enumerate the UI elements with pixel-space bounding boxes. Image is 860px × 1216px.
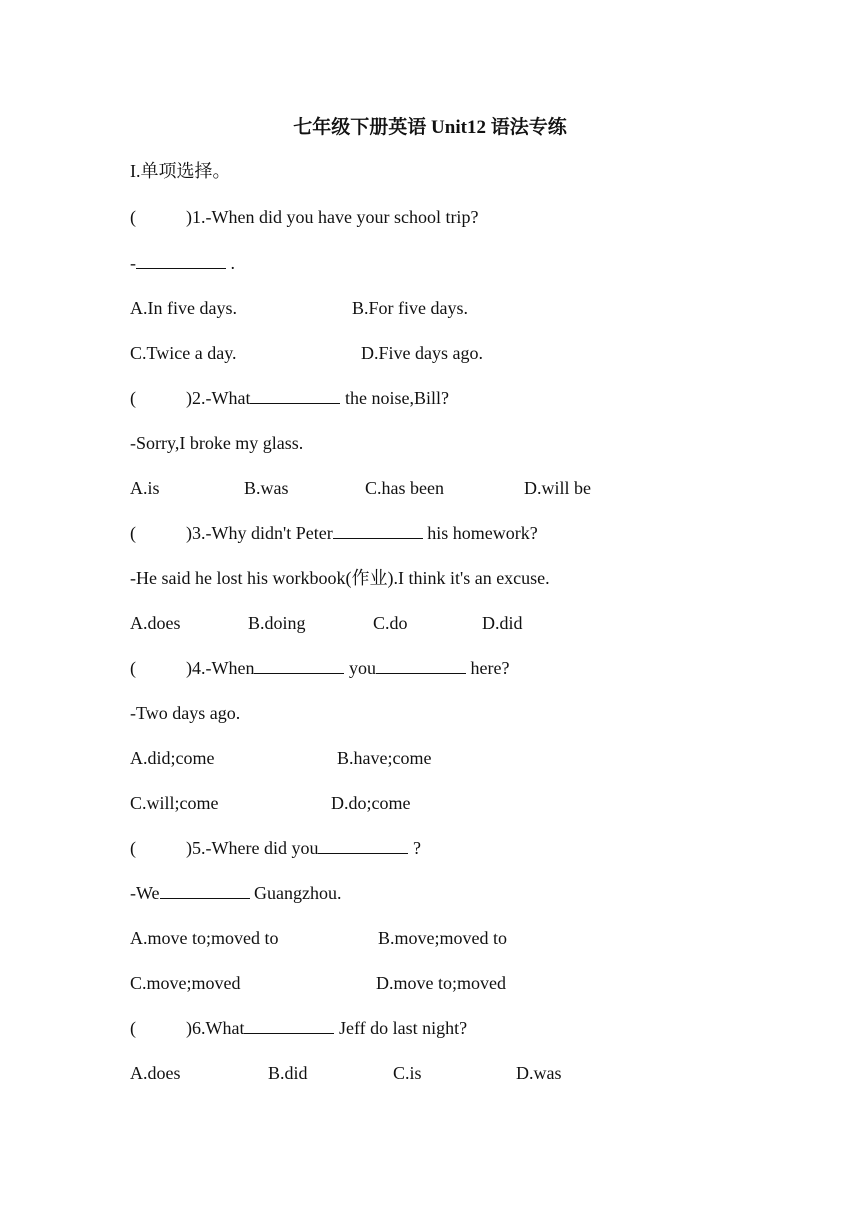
option-c: C.has been <box>365 478 444 498</box>
reply-text-end: Guangzhou. <box>249 883 342 903</box>
question-3 <box>130 520 538 546</box>
answer-paren-open: ( <box>130 388 136 408</box>
reply-2: -Sorry,I broke my glass. <box>130 433 304 453</box>
answer-paren-open: ( <box>130 1018 136 1038</box>
dash: - <box>130 253 136 273</box>
section-heading: I.单项选择。 <box>130 161 231 181</box>
fill-blank <box>136 250 226 269</box>
question-text: 4.-When <box>192 658 255 678</box>
fill-blank <box>376 655 466 674</box>
option-a: A.does <box>130 613 181 633</box>
question-text-mid: you <box>344 658 376 678</box>
option-c: C.is <box>393 1063 422 1083</box>
option-b: B.doing <box>248 613 306 633</box>
option-b: B.have;come <box>337 748 432 768</box>
question-text: 6.What <box>192 1018 245 1038</box>
question-2 <box>130 385 449 411</box>
question-text-end: his homework? <box>422 523 538 543</box>
option-a: A.In five days. <box>130 298 237 318</box>
fill-blank <box>333 520 423 539</box>
option-d: D.will be <box>524 478 591 498</box>
option-a: A.move to;moved to <box>130 928 279 948</box>
question-6 <box>130 1015 467 1041</box>
option-b: B.For five days. <box>352 298 468 318</box>
question-text-end: here? <box>465 658 510 678</box>
period: . <box>226 253 235 273</box>
answer-paren-close: ) <box>186 207 192 227</box>
fill-blank <box>160 880 250 899</box>
answer-paren-close: ) <box>186 838 192 858</box>
question-text: 1.-When did you have your school trip? <box>192 207 479 227</box>
option-b: B.was <box>244 478 289 498</box>
option-d: D.did <box>482 613 523 633</box>
question-text: 5.-Where did you <box>192 838 319 858</box>
fill-blank <box>244 1015 334 1034</box>
option-c: C.do <box>373 613 408 633</box>
option-b: B.move;moved to <box>378 928 507 948</box>
answer-paren-close: ) <box>186 1018 192 1038</box>
option-a: A.did;come <box>130 748 215 768</box>
question-text-end: the noise,Bill? <box>340 388 449 408</box>
question-text-end: Jeff do last night? <box>334 1018 468 1038</box>
fill-blank <box>250 385 340 404</box>
reply-4: -Two days ago. <box>130 703 241 723</box>
option-a: A.is <box>130 478 160 498</box>
question-1 <box>130 204 478 230</box>
question-5 <box>130 835 421 861</box>
option-c: C.will;come <box>130 793 219 813</box>
answer-paren-open: ( <box>130 658 136 678</box>
option-d: D.was <box>516 1063 562 1083</box>
reply-3: -He said he lost his workbook(作业).I think it's an excuse. <box>130 568 550 588</box>
reply-5 <box>130 880 342 906</box>
page-title: 七年级下册英语 Unit12 语法专练 <box>293 117 567 138</box>
option-b: B.did <box>268 1063 308 1083</box>
option-a: A.does <box>130 1063 181 1083</box>
reply-text: -We <box>130 883 160 903</box>
answer-paren-close: ) <box>186 388 192 408</box>
option-c: C.move;moved <box>130 973 241 993</box>
answer-paren-close: ) <box>186 658 192 678</box>
question-4 <box>130 655 509 681</box>
question-text-end: ? <box>408 838 421 858</box>
answer-paren-close: ) <box>186 523 192 543</box>
answer-paren-open: ( <box>130 523 136 543</box>
option-d: D.move to;moved <box>376 973 506 993</box>
answer-paren-open: ( <box>130 838 136 858</box>
answer-paren-open: ( <box>130 207 136 227</box>
fill-blank <box>254 655 344 674</box>
option-d: D.Five days ago. <box>361 343 483 363</box>
option-c: C.Twice a day. <box>130 343 237 363</box>
question-text: 2.-What <box>192 388 251 408</box>
fill-blank <box>318 835 408 854</box>
answer-line-1 <box>130 250 235 276</box>
option-d: D.do;come <box>331 793 411 813</box>
question-text: 3.-Why didn't Peter <box>192 523 333 543</box>
